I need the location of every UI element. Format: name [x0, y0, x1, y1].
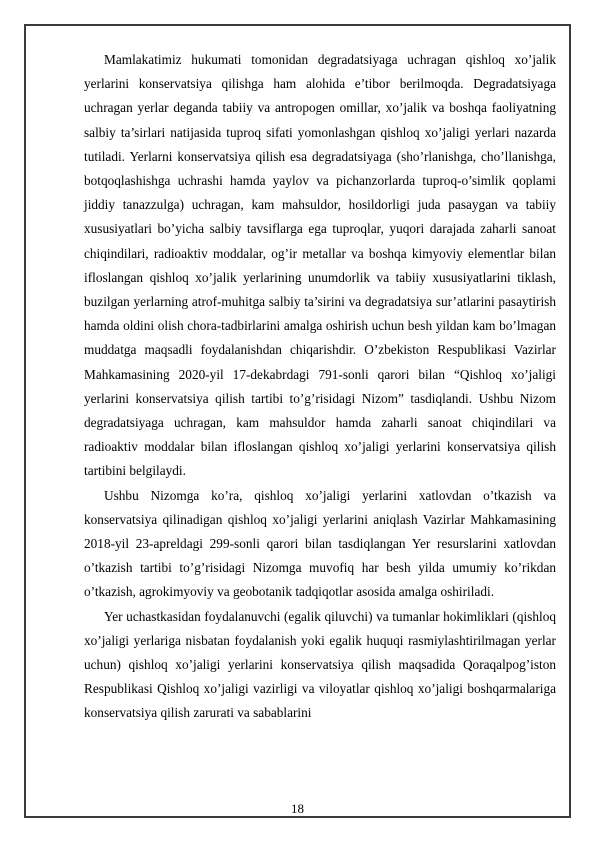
paragraph-regulation-inventory: Ushbu Nizomga ko’ra, qishloq xo’jaligi yerlarini xatlovdan o’tkazish va konservatsiya qilinadigan qishloq xo’jaligi yerlarini aniqlash Vazirlar Mahkamasining 2018-yil 23-apreldagi 299-sonli qarori bilan tasdiqlangan Yer resurslarini xatlovdan o’tkazish tartibi to’g’risidagi Nizomga muvofiq har besh yilda umumiy ko’rikdan o’tkazish, agrokimyoviy va geobotanik tadqiqotlar asosida amalga oshiriladi. [84, 487, 556, 600]
paragraph-land-user-request: Yer uchastkasidan foydalanuvchi (egalik qiluvchi) va tumanlar hokimliklari (qishloq xo’jaligi yerlariga nisbatan foydalanish yoki egalik huquqi rasmiylashtirilmagan yerlar uchun) qishloq xo’jaligi yerlarini konservatsiya qilish maqsadida Qoraqalpog’iston Respublikasi Qishloq xo’jaligi vazirligi va viloyatlar qishloq xo’jaligi boshqarmalariga konservatsiya qilish zarurati va sabablarini [84, 608, 556, 721]
document-body [84, 48, 556, 726]
page-number: 18 [291, 801, 304, 816]
paragraph-land-degradation-conservation: Mamlakatimiz hukumati tomonidan degradatsiyaga uchragan qishloq xo’jalik yerlarini konservatsiya qilishga ham alohida e’tibor berilmoqda. Degradatsiyaga uchragan yerlar deganda tabiiy va antropogen omillar, xo’jalik va boshqa faoliyatning salbiy ta’sirlari natijasida tuproq sifati yomonlashgan qishloq xo’jaligi yerlari nazarda tutiladi. Yerlarni konservatsiya qilish esa degradatsiyaga (sho’rlanishga, cho’llanishga, botqoqlashishga uchrashi hamda yaylov va pichanzorlarda tuproq-o’simlik qoplami jiddiy tanazzulga) uchragan, kam mahsuldor, hosildorligi juda pasaygan va tabiiy xususiyatlari bo’yicha salbiy tavsiflarga ega tuproqlar, yuqori darajada zaharli sanoat chiqindilari, radioaktiv moddalar, og’ir metallar va boshqa kimyoviy elementlar bilan ifloslangan qishloq xo’jalik yerlarining unumdorlik va tabiiy xususiyatlarini tiklash, buzilgan yerlarning atrof-muhitga salbiy ta’sirini va degradatsiya sur’atlarini pasaytirish hamda oldini olish chora-tadbirlarini amalga oshirish uchun besh yildan kam bo’lmagan muddatga maqsadli foydalanishdan chiqarishdir. O’zbekiston Respublikasi Vazirlar Mahkamasining 2020-yil 17-dekabrdagi 791-sonli qarori bilan “Qishloq xo’jaligi yerlarini konservatsiya qilish tartibi to’g’risidagi Nizom” tasdiqlandi. Ushbu Nizom degradatsiyaga uchragan, kam mahsuldor hamda zaharli sanoat chiqindilari va radioaktiv moddalar bilan ifloslangan qishloq xo’jaligi yerlarini konservatsiya qilish tartibini belgilaydi. [84, 52, 556, 479]
